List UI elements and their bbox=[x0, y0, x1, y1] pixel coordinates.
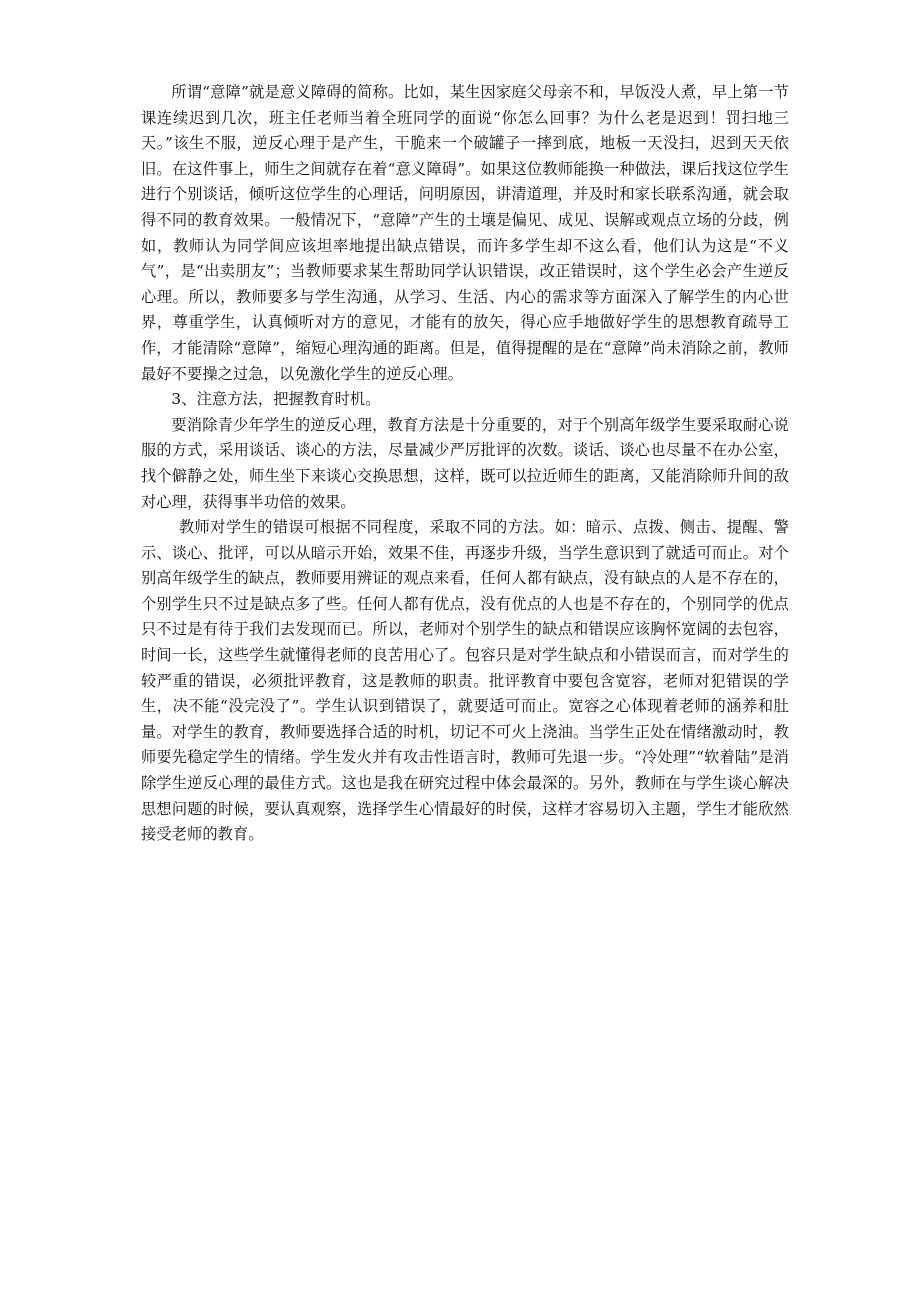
document-page bbox=[141, 80, 789, 848]
paragraph-error-handling: 教师对学生的错误可根据不同程度，采取不同的方法。如：暗示、点拨、侧击、提醒、警示、谈心、批评，可以从暗示开始，效果不佳，再逐步升级，当学生意识到了就适可而止。对个别高年级学生的缺点，教师要用辨证的观点来看，任何人都有缺点，没有缺点的人是不存在的，个别学生只不过是缺点多了些。任何人都有优点，没有优点的人也是不存在的，个别同学的优点只不过是有待于我们去发现而已。所以，老师对个别学生的缺点和错误应该胸怀宽阔的去包容，时间一长，这些学生就懂得老师的良苦用心了。包容只是对学生缺点和小错误而言，而对学生的较严重的错误，必须批评教育，这是教师的职责。批评教育中要包含宽容，老师对犯错误的学生，决不能“没完没了”。学生认识到错误了，就要适可而止。宽容之心体现着老师的涵养和肚量。对学生的教育，教师要选择合适的时机，切记不可火上浇油。当学生正处在情绪激动时，教师要先稳定学生的情绪。学生发火并有攻击性语言时，教师可先退一步。“冷处理”“软着陆”是消除学生逆反心理的最佳方式。这也是我在研究过程中体会最深的。另外，教师在与学生谈心解决思想问题的时候，要认真观察，选择学生心情最好的时侯，这样才容易切入主题，学生才能欣然接受老师的教育。 bbox=[141, 518, 789, 844]
paragraph-education-method: 要消除青少年学生的逆反心理，教育方法是十分重要的，对于个别高年级学生要采取耐心说服的方式，采用谈话、谈心的方法，尽量减少严厉批评的次数。谈话、谈心也尽量不在办公室，找个僻静之处，师生坐下来谈心交换思想，这样，既可以拉近师生的距离，又能消除师升间的敌对心理，获得事半功倍的效果。 bbox=[141, 415, 789, 511]
section-heading-method: 3、注意方法，把握教育时机。 bbox=[171, 390, 381, 409]
paragraph-meaning-barrier: 所谓“意障”就是意义障碍的简称。比如，某生因家庭父母亲不和，早饭没人煮，早上第一节课连续迟到几次，班主任老师当着全班同学的面说“你怎么回事？为什么老是迟到！罚扫地三天。”该生不服，逆反心理于是产生，干脆来一个破罐子一摔到底，地板一天没扫，迟到天天依旧。在这件事上，师生之间就存在着“意义障碍”。如果这位教师能换一种做法，课后找这位学生进行个别谈话，倾听这位学生的心理话，问明原因，讲清道理，并及时和家长联系沟通，就会取得不同的教育效果。一般情况下，“意障”产生的土壤是偏见、成见、误解或观点立场的分歧，例如，教师认为同学间应该坦率地提出缺点错误，而许多学生却不这么看，他们认为这是“不义气”，是“出卖朋友”；当教师要求某生帮助同学认识错误，改正错误时，这个学生必会产生逆反心理。所以，教师要多与学生沟通，从学习、生活、内心的需求等方面深入了解学生的内心世界，尊重学生，认真倾听对方的意见，才能有的放矢，得心应手地做好学生的思想教育疏导工作，才能清除“意障”，缩短心理沟通的距离。但是，值得提醒的是在“意障”尚未消除之前，教师最好不要操之过急，以免激化学生的逆反心理。 bbox=[141, 83, 789, 383]
